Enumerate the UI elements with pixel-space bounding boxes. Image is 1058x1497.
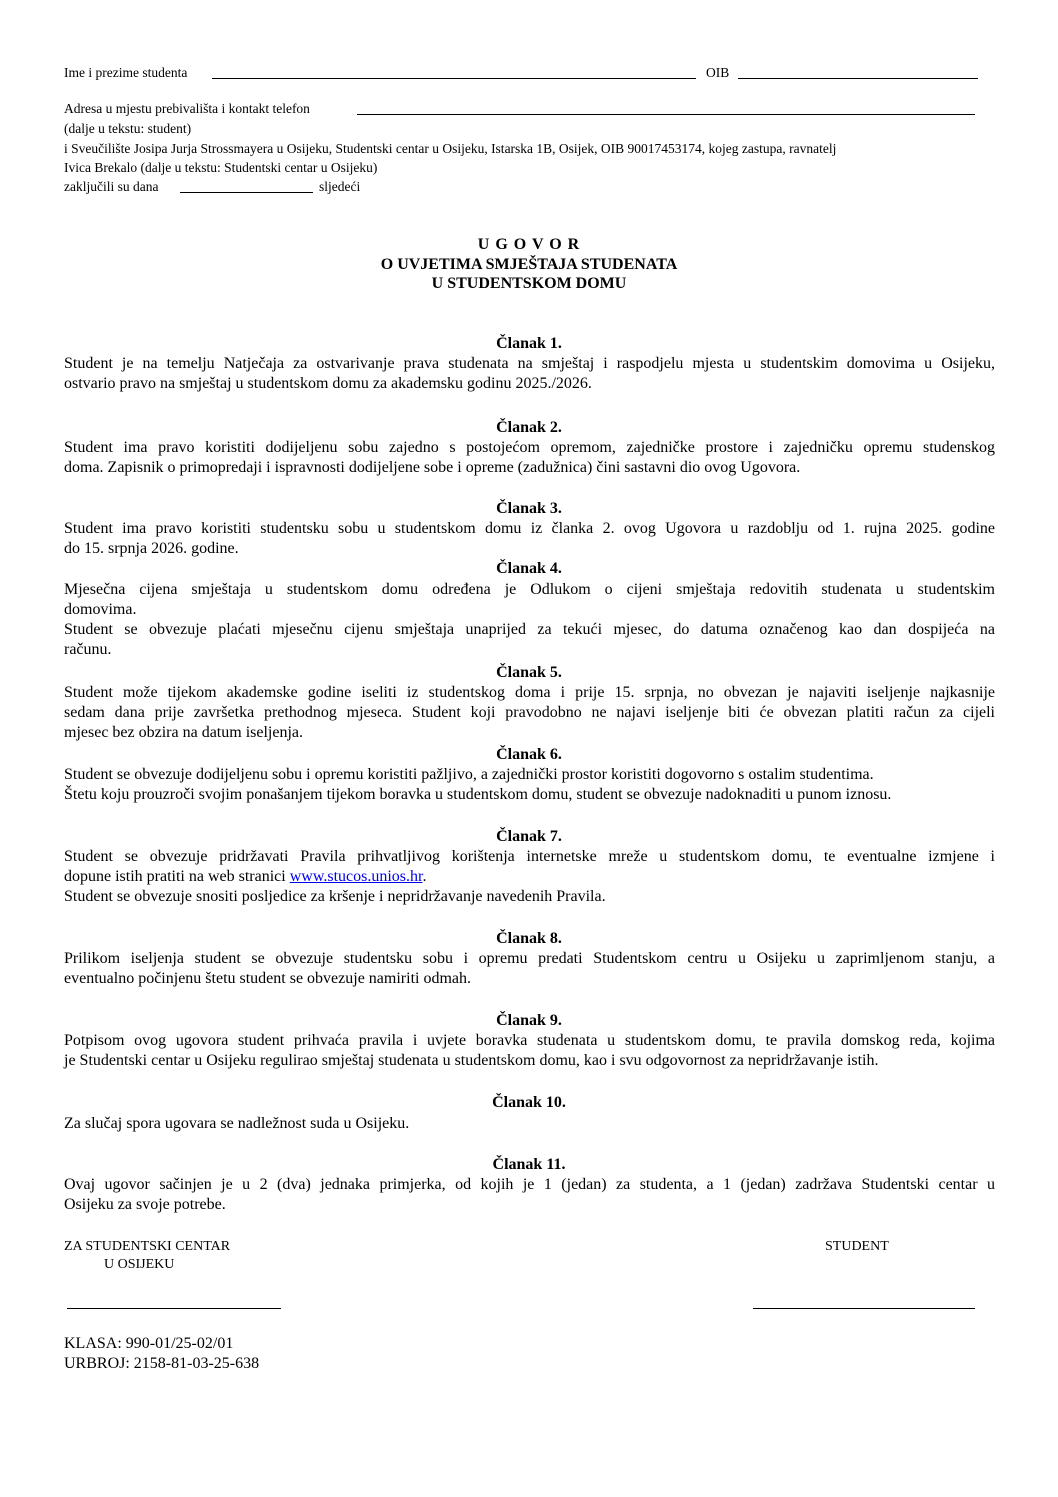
article-line: mjesec bez obzira na datum iseljenja. bbox=[64, 724, 304, 741]
student-note: (dalje u tekstu: student) bbox=[64, 121, 192, 136]
name-field-line[interactable] bbox=[212, 78, 696, 79]
article-line: računu. bbox=[64, 641, 112, 658]
article-line: sedam dana prije završetka prethodnog mjeseca. Student koji pravodobno ne najavi iseljenje biti će obvezan platiti račun za cijeli bbox=[64, 704, 995, 721]
article-heading: Članak 1. bbox=[496, 335, 562, 352]
article-heading: Članak 8. bbox=[496, 930, 562, 947]
article-line: Student je na temelju Natječaja za ostvarivanje prava studenata na smještaj i raspodjelu mjesta u studentskim domovima u Osijeku, bbox=[64, 355, 995, 372]
article-body bbox=[64, 580, 995, 660]
signature-line-student[interactable] bbox=[753, 1308, 975, 1309]
article-line: Štetu koju prouzroči svojim ponašanjem tijekom boravka u studentskom domu, student se obvezuje nadoknaditi u punom iznosu. bbox=[64, 786, 892, 803]
website-link[interactable]: www.stucos.unios.hr bbox=[289, 868, 423, 885]
urbroj-number: URBROJ: 2158-81-03-25-638 bbox=[64, 1355, 260, 1372]
article-line: Ovaj ugovor sačinjen je u 2 (dva) jednaka primjerka, od kojih je 1 (jedan) za studenta, a 1 (jedan) zadržava Studentski centar u bbox=[64, 1176, 995, 1193]
article-heading: Članak 10. bbox=[492, 1094, 566, 1111]
article-heading: Članak 6. bbox=[496, 746, 562, 763]
contract-subtitle-2: U STUDENTSKOM DOMU bbox=[431, 275, 627, 292]
article-line: Student se obvezuje plaćati mjesečnu cijenu smještaja unaprijed za tekući mjesec, do datuma označenog kao dan dospijeća na bbox=[64, 621, 995, 638]
article-body bbox=[64, 354, 995, 394]
signature-left-label-2: U OSIJEKU bbox=[104, 1257, 175, 1272]
party-line-2: Ivica Brekalo (dalje u tekstu: Studentski centar u Osijeku) bbox=[64, 160, 378, 175]
date-field-line[interactable] bbox=[180, 192, 313, 193]
article-line: Prilikom iseljenja student se obvezuje studentsku sobu i opremu predati Studentskom centru u Osijeku u zaprimljenom stanju, a bbox=[64, 950, 995, 967]
oib-field-line[interactable] bbox=[738, 78, 978, 79]
article-line: Student se obvezuje pridržavati Pravila prihvatljivog korištenja internetske mreže u studentskom domu, te eventualne izmjene i bbox=[64, 848, 995, 865]
article-body bbox=[64, 1031, 995, 1071]
article-line-text: dopune istih pratiti na web stranici bbox=[64, 868, 286, 885]
article-body bbox=[64, 847, 995, 907]
article-line: eventualno počinjenu štetu student se obvezuje namiriti odmah. bbox=[64, 970, 472, 987]
address-label: Adresa u mjestu prebivališta i kontakt telefon bbox=[64, 101, 310, 116]
klasa-number: KLASA: 990-01/25-02/01 bbox=[64, 1335, 234, 1352]
party-line-1: i Sveučilište Josipa Jurja Strossmayera u Osijeku, Studentski centar u Osijeku, Istarska 1B, Osijek, OIB 90017453174, kojeg zastupa, ravnatelj bbox=[64, 141, 837, 156]
article-line: Student se obvezuje snositi posljedice za kršenje i nepridržavanje navedenih Pravila. bbox=[64, 888, 606, 905]
article-line: Student može tijekom akademske godine iseliti iz studentskog doma i prije 15. srpnja, no obvezan je najaviti iseljenje najkasnije bbox=[64, 684, 995, 701]
article-line: je Studentski centar u Osijeku regulirao smještaj studenata u studentskom domu, kao i svu odgovornost za nepridržavanje istih. bbox=[64, 1052, 879, 1069]
article-line: ostvario pravo na smještaj u studentskom domu za akademsku godinu 2025./2026. bbox=[64, 375, 592, 392]
article-line: Osijeku za svoje potrebe. bbox=[64, 1196, 226, 1213]
article-heading: Članak 7. bbox=[496, 828, 562, 845]
address-field-line[interactable] bbox=[357, 114, 975, 115]
article-line: Student se obvezuje dodijeljenu sobu i opremu koristiti pažljivo, a zajednički prostor koristiti dogovorno s ostalim studentima. bbox=[64, 766, 874, 783]
signature-line-center[interactable] bbox=[67, 1308, 281, 1309]
concluded-prefix: zaključili su dana bbox=[64, 179, 159, 194]
article-line: Potpisom ovog ugovora student prihvaća pravila i uvjete boravka studenata u studentskom domu, te pravila domskog reda, kojima bbox=[64, 1032, 995, 1049]
article-heading: Članak 9. bbox=[496, 1012, 562, 1029]
article-line: Student ima pravo koristiti dodijeljenu sobu zajedno s postojećom opremom, zajedničke prostore i zajedničku opremu studenskog bbox=[64, 439, 995, 456]
article-body bbox=[64, 683, 995, 743]
name-label: Ime i prezime studenta bbox=[64, 65, 188, 80]
article-body bbox=[64, 949, 995, 989]
article-line: Mjesečna cijena smještaja u studentskom domu određena je Odlukom o cijeni smještaja redovitih studenata u studentskim bbox=[64, 581, 995, 598]
article-body bbox=[64, 1114, 995, 1134]
article-body bbox=[64, 438, 995, 478]
article-heading: Članak 4. bbox=[496, 560, 562, 577]
article-line: do 15. srpnja 2026. godine. bbox=[64, 540, 239, 557]
article-body bbox=[64, 1175, 995, 1215]
article-line: domovima. bbox=[64, 601, 137, 618]
oib-label: OIB bbox=[706, 65, 730, 80]
concluded-suffix: sljedeći bbox=[319, 179, 361, 194]
article-heading: Članak 11. bbox=[492, 1156, 566, 1173]
article-line: Student ima pravo koristiti studentsku sobu u studentskom domu iz članka 2. ovog Ugovora u razdoblju od 1. rujna 2025. godine bbox=[64, 520, 995, 537]
contract-subtitle-1: O UVJETIMA SMJEŠTAJA STUDENATA bbox=[380, 256, 678, 273]
article-heading: Članak 2. bbox=[496, 419, 562, 436]
article-heading: Članak 3. bbox=[496, 500, 562, 517]
article-line: doma. Zapisnik o primopredaji i ispravnosti dodijeljene sobe i opreme (zadužnica) čini sastavni dio ovog Ugovora. bbox=[64, 459, 801, 476]
contract-title: U G O V O R bbox=[477, 236, 581, 253]
article-line: dopune istih pratiti na web stranici www.stucos.unios.hr. bbox=[64, 868, 427, 885]
article-body bbox=[64, 765, 995, 805]
signature-left-label: ZA STUDENTSKI CENTAR bbox=[64, 1239, 231, 1254]
signature-right-label: STUDENT bbox=[825, 1239, 889, 1254]
article-line: Za slučaj spora ugovara se nadležnost suda u Osijeku. bbox=[64, 1115, 410, 1132]
article-heading: Članak 5. bbox=[496, 664, 562, 681]
article-body bbox=[64, 519, 995, 559]
